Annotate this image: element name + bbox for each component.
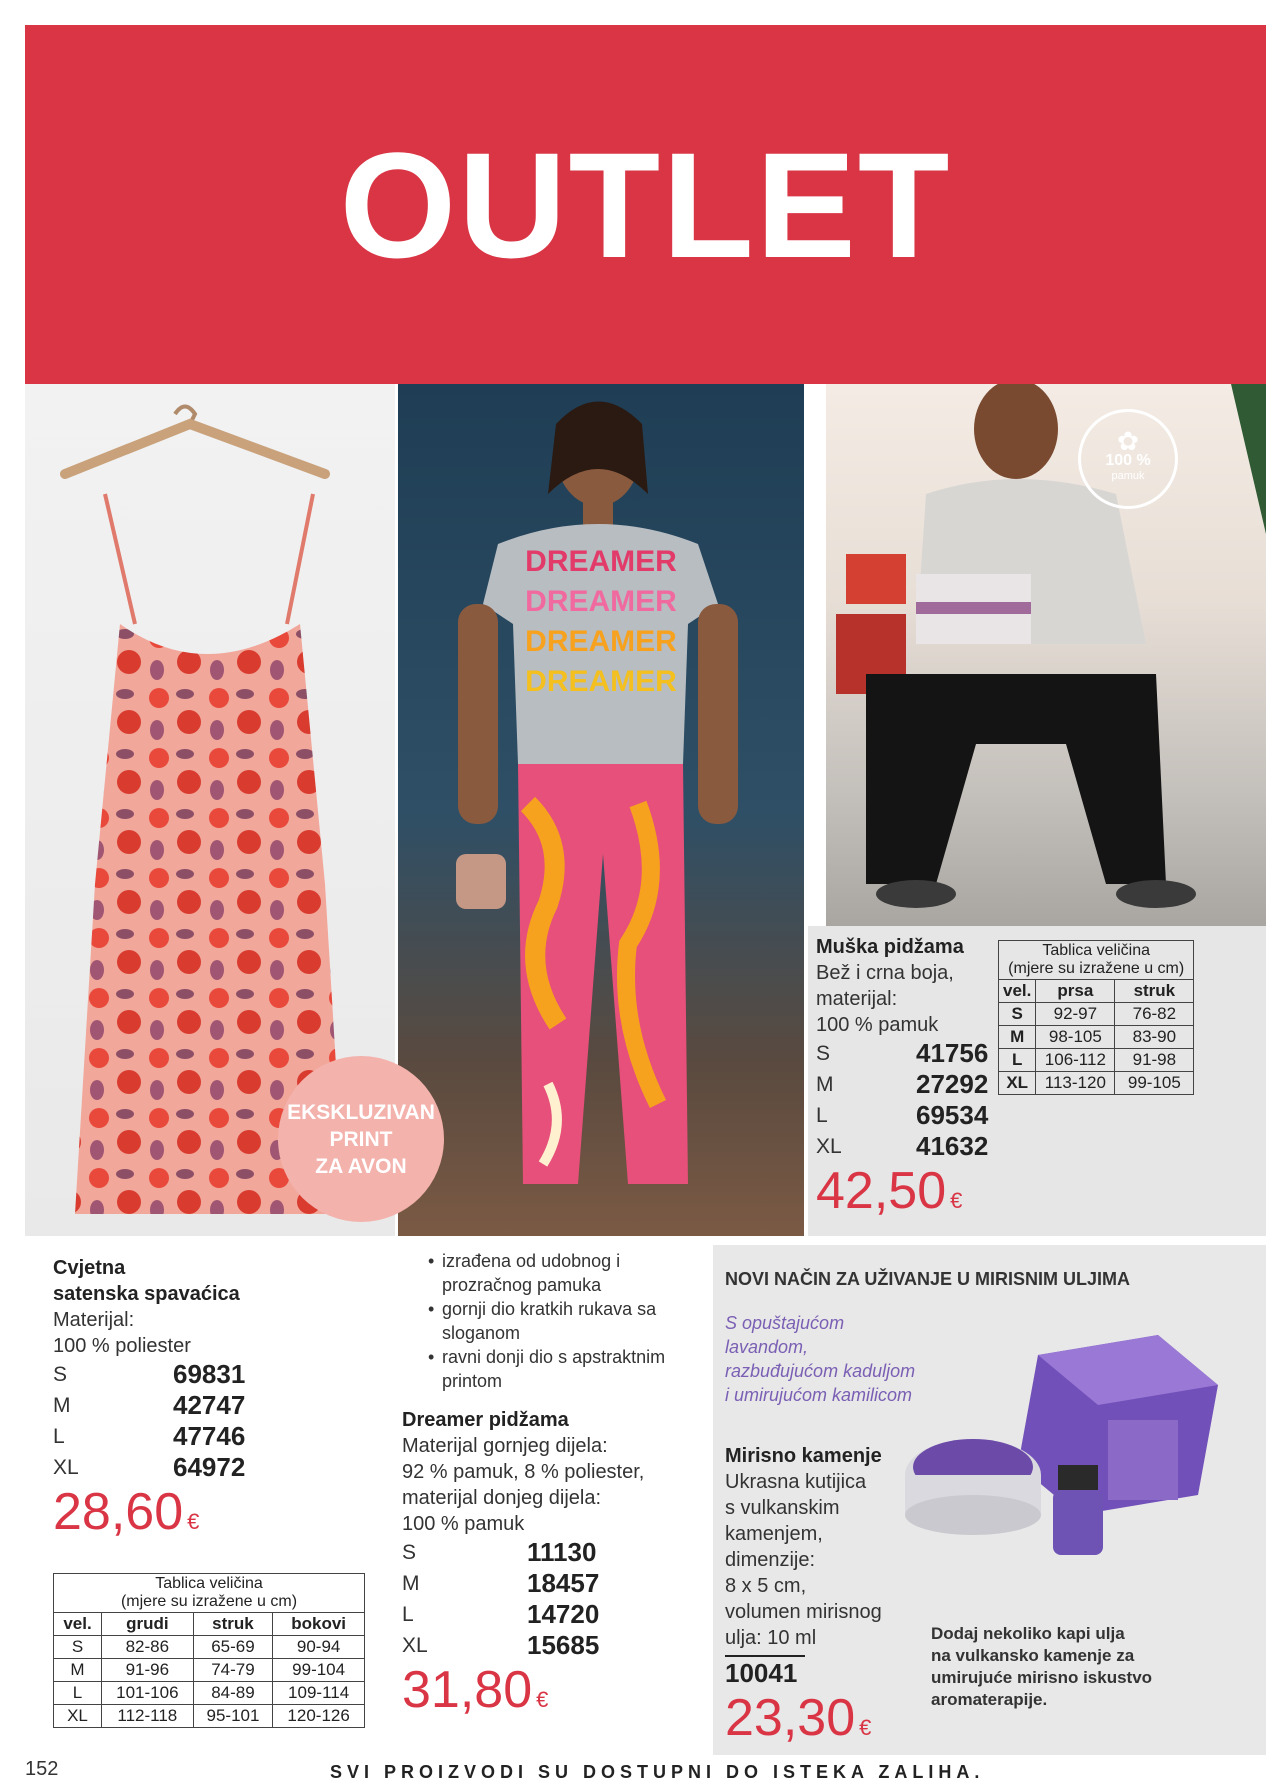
man-pajama-info: [808, 926, 1266, 1236]
table-cell: 90-94: [273, 1636, 365, 1659]
woman-illustration: [398, 384, 804, 1236]
tip-line: na vulkansko kamenje za: [931, 1646, 1135, 1665]
table-cell: 82-86: [101, 1636, 193, 1659]
table-cell: 101-106: [101, 1682, 193, 1705]
size-label: M: [816, 1072, 834, 1096]
desc-line: dimenzije:: [725, 1549, 816, 1571]
scent-line: razbuđujućom kaduljom: [725, 1361, 916, 1381]
product-name: Dreamer pidžama: [402, 1409, 569, 1431]
table-cell: 76-82: [1115, 1003, 1194, 1026]
table-header: vel.: [999, 980, 1036, 1003]
product-name: Muška pidžama: [816, 936, 964, 958]
table-cell: 91-98: [1115, 1049, 1194, 1072]
size-label: XL: [816, 1134, 842, 1158]
price: [53, 1483, 245, 1551]
size-label: S: [402, 1540, 417, 1564]
size-row: [53, 1421, 245, 1452]
product-code: 41756: [916, 1038, 989, 1068]
size-row: [816, 1038, 988, 1069]
table-cell: S: [999, 1003, 1036, 1026]
size-row: [402, 1568, 599, 1599]
desc-line: s vulkanskim: [725, 1497, 840, 1519]
product-code: 41632: [916, 1131, 989, 1161]
usage-tip: [931, 1623, 1152, 1711]
table-cell: 99-104: [273, 1659, 365, 1682]
desc-line: Bež i crna boja,: [816, 962, 954, 984]
desc-line: Ukrasna kutijica: [725, 1471, 867, 1493]
feature-item: • gornji dio kratkih rukava sa sloganom: [442, 1297, 712, 1345]
shirt-print-line: DREAMER: [525, 585, 677, 618]
table-cell: 83-90: [1115, 1026, 1194, 1049]
product-code: 69534: [916, 1100, 989, 1130]
size-label: L: [816, 1103, 828, 1127]
price-value: 23,30: [725, 1689, 856, 1747]
size-label: S: [53, 1362, 68, 1386]
product-code: 15685: [527, 1630, 600, 1660]
product-code: 47746: [173, 1421, 246, 1451]
product-name: satenska spavaćica: [53, 1283, 240, 1305]
page-number: 152: [25, 1758, 59, 1780]
size-row: [816, 1100, 988, 1131]
desc-line: 100 % pamuk: [816, 1014, 939, 1036]
table-cell: 120-126: [273, 1705, 365, 1728]
size-row: [402, 1537, 599, 1568]
banner-title: OUTLET: [339, 121, 952, 289]
product-name: Cvjetna: [53, 1257, 126, 1279]
dreamer-description: [402, 1407, 644, 1729]
scent-description: [725, 1311, 915, 1407]
tip-line: umirujuće mirisno iskustvo: [931, 1668, 1153, 1687]
table-cell: S: [54, 1636, 102, 1659]
price: [816, 1162, 988, 1230]
table-header: prsa: [1036, 980, 1115, 1003]
stones-description: [725, 1443, 882, 1757]
caption-line: (mjere su izražene u cm): [120, 1593, 298, 1610]
size-table-caption: [999, 941, 1194, 980]
caption-line: (mjere su izražene u cm): [1008, 960, 1185, 977]
table-cell: 98-105: [1036, 1026, 1115, 1049]
price-value: 31,80: [402, 1661, 533, 1719]
feature-item: • izrađena od udobnog i prozračnog pamuka: [442, 1249, 712, 1297]
size-label: L: [402, 1602, 414, 1626]
size-row: [53, 1390, 245, 1421]
table-cell: L: [54, 1682, 102, 1705]
desc-line: materijal:: [816, 988, 898, 1010]
scent-line: S opuštajućom: [725, 1313, 845, 1333]
size-code-list: [816, 1038, 988, 1162]
size-table-caption: [54, 1574, 365, 1613]
material-line: 92 % pamuk, 8 % poliester,: [402, 1461, 645, 1483]
product-code: 69831: [173, 1359, 246, 1389]
table-cell: 91-96: [101, 1659, 193, 1682]
currency: €: [859, 1715, 872, 1740]
table-header: struk: [1115, 980, 1194, 1003]
stones-info: [713, 1245, 1266, 1755]
stones-headline: NOVI NAČIN ZA UŽIVANJE U MIRISNIM ULJIMA: [725, 1269, 1131, 1289]
material: 100 % poliester: [53, 1335, 191, 1357]
table-cell: 84-89: [193, 1682, 273, 1705]
feature-list: [426, 1249, 712, 1393]
table-cell: XL: [54, 1705, 102, 1728]
size-label: S: [816, 1041, 831, 1065]
size-row: [816, 1069, 988, 1100]
table-cell: M: [54, 1659, 102, 1682]
man-illustration: [826, 384, 1266, 926]
shirt-print-line: DREAMER: [525, 665, 677, 698]
scent-line: i umirujućom kamilicom: [725, 1385, 913, 1405]
caption-line: Tablica veličina: [1042, 942, 1150, 959]
dress-description: [53, 1255, 245, 1551]
table-header: vel.: [54, 1613, 102, 1636]
price-value: 42,50: [816, 1162, 947, 1220]
man-size-table: [998, 940, 1194, 1095]
product-name: Mirisno kamenje: [725, 1445, 882, 1467]
price-value: 28,60: [53, 1483, 184, 1541]
table-header: grudi: [101, 1613, 193, 1636]
product-code: 27292: [916, 1069, 989, 1099]
desc-line: kamenjem,: [725, 1523, 823, 1545]
product-code: 42747: [173, 1390, 246, 1420]
price: [402, 1661, 644, 1729]
table-cell: 65-69: [193, 1636, 273, 1659]
table-cell: XL: [999, 1072, 1036, 1095]
exclusive-print-badge: [278, 1056, 444, 1222]
size-label: XL: [402, 1633, 428, 1657]
material-label: Materijal:: [53, 1309, 135, 1331]
size-code-list: [402, 1537, 599, 1661]
size-row: [53, 1359, 245, 1390]
tip-line: Dodaj nekoliko kapi ulja: [931, 1624, 1125, 1643]
badge-line: PRINT: [329, 1127, 393, 1151]
dress-info: [25, 1245, 391, 1755]
material-line: materijal donjeg dijela:: [402, 1487, 602, 1509]
table-cell: 106-112: [1036, 1049, 1115, 1072]
dreamer-info: [398, 1245, 704, 1755]
table-cell: L: [999, 1049, 1036, 1072]
size-row: [402, 1599, 599, 1630]
badge-line: EKSKLUZIVAN: [287, 1100, 435, 1124]
dress-size-table: [53, 1573, 365, 1728]
man-description: [816, 934, 988, 1230]
size-label: L: [53, 1424, 65, 1448]
desc-line: ulja: 10 ml: [725, 1627, 817, 1649]
badge-line: ZA AVON: [315, 1154, 407, 1178]
feature-item: • ravni donji dio s apstraktnim printom: [442, 1345, 712, 1393]
tip-line: aromaterapije.: [931, 1690, 1048, 1709]
table-cell: 99-105: [1115, 1072, 1194, 1095]
shirt-print-line: DREAMER: [525, 545, 677, 578]
cotton-badge: [1078, 409, 1178, 509]
cotton-icon: ✿: [1117, 426, 1139, 456]
desc-line: volumen mirisnog: [725, 1601, 882, 1623]
size-label: M: [402, 1571, 420, 1595]
cotton-badge-label: pamuk: [1111, 470, 1145, 482]
size-label: M: [53, 1393, 71, 1417]
man-pajama-photo: [826, 384, 1266, 926]
desc-line: 8 x 5 cm,: [725, 1575, 807, 1597]
table-cell: 74-79: [193, 1659, 273, 1682]
currency: €: [950, 1188, 963, 1213]
product-code: 11130: [527, 1537, 597, 1567]
price: [725, 1689, 882, 1757]
shirt-print: [516, 542, 686, 702]
table-cell: 92-97: [1036, 1003, 1115, 1026]
aroma-stones-product-image: [898, 1325, 1228, 1575]
size-row: [53, 1452, 245, 1483]
table-cell: 109-114: [273, 1682, 365, 1705]
dreamer-photo: [398, 384, 804, 1236]
scent-line: lavandom,: [725, 1337, 809, 1357]
table-header: bokovi: [273, 1613, 365, 1636]
currency: €: [536, 1687, 549, 1712]
shirt-print-line: DREAMER: [525, 625, 677, 658]
product-code: 18457: [527, 1568, 600, 1598]
material-line: 100 % pamuk: [402, 1513, 525, 1535]
product-code: 10041: [725, 1658, 798, 1688]
table-header: struk: [193, 1613, 273, 1636]
currency: €: [187, 1509, 200, 1534]
size-row: [402, 1630, 599, 1661]
caption-line: Tablica veličina: [155, 1575, 263, 1592]
size-code-list: [53, 1359, 245, 1483]
size-row: [816, 1131, 988, 1162]
table-cell: 112-118: [101, 1705, 193, 1728]
table-cell: 113-120: [1036, 1072, 1115, 1095]
cotton-badge-value: 100 %: [1105, 452, 1151, 469]
table-cell: M: [999, 1026, 1036, 1049]
availability-note: SVI PROIZVODI SU DOSTUPNI DO ISTEKA ZALIHA.: [330, 1762, 985, 1782]
size-label: XL: [53, 1455, 79, 1479]
product-code: 14720: [527, 1599, 600, 1629]
product-code: 64972: [173, 1452, 246, 1482]
material-line: Materijal gornjeg dijela:: [402, 1435, 608, 1457]
table-cell: 95-101: [193, 1705, 273, 1728]
